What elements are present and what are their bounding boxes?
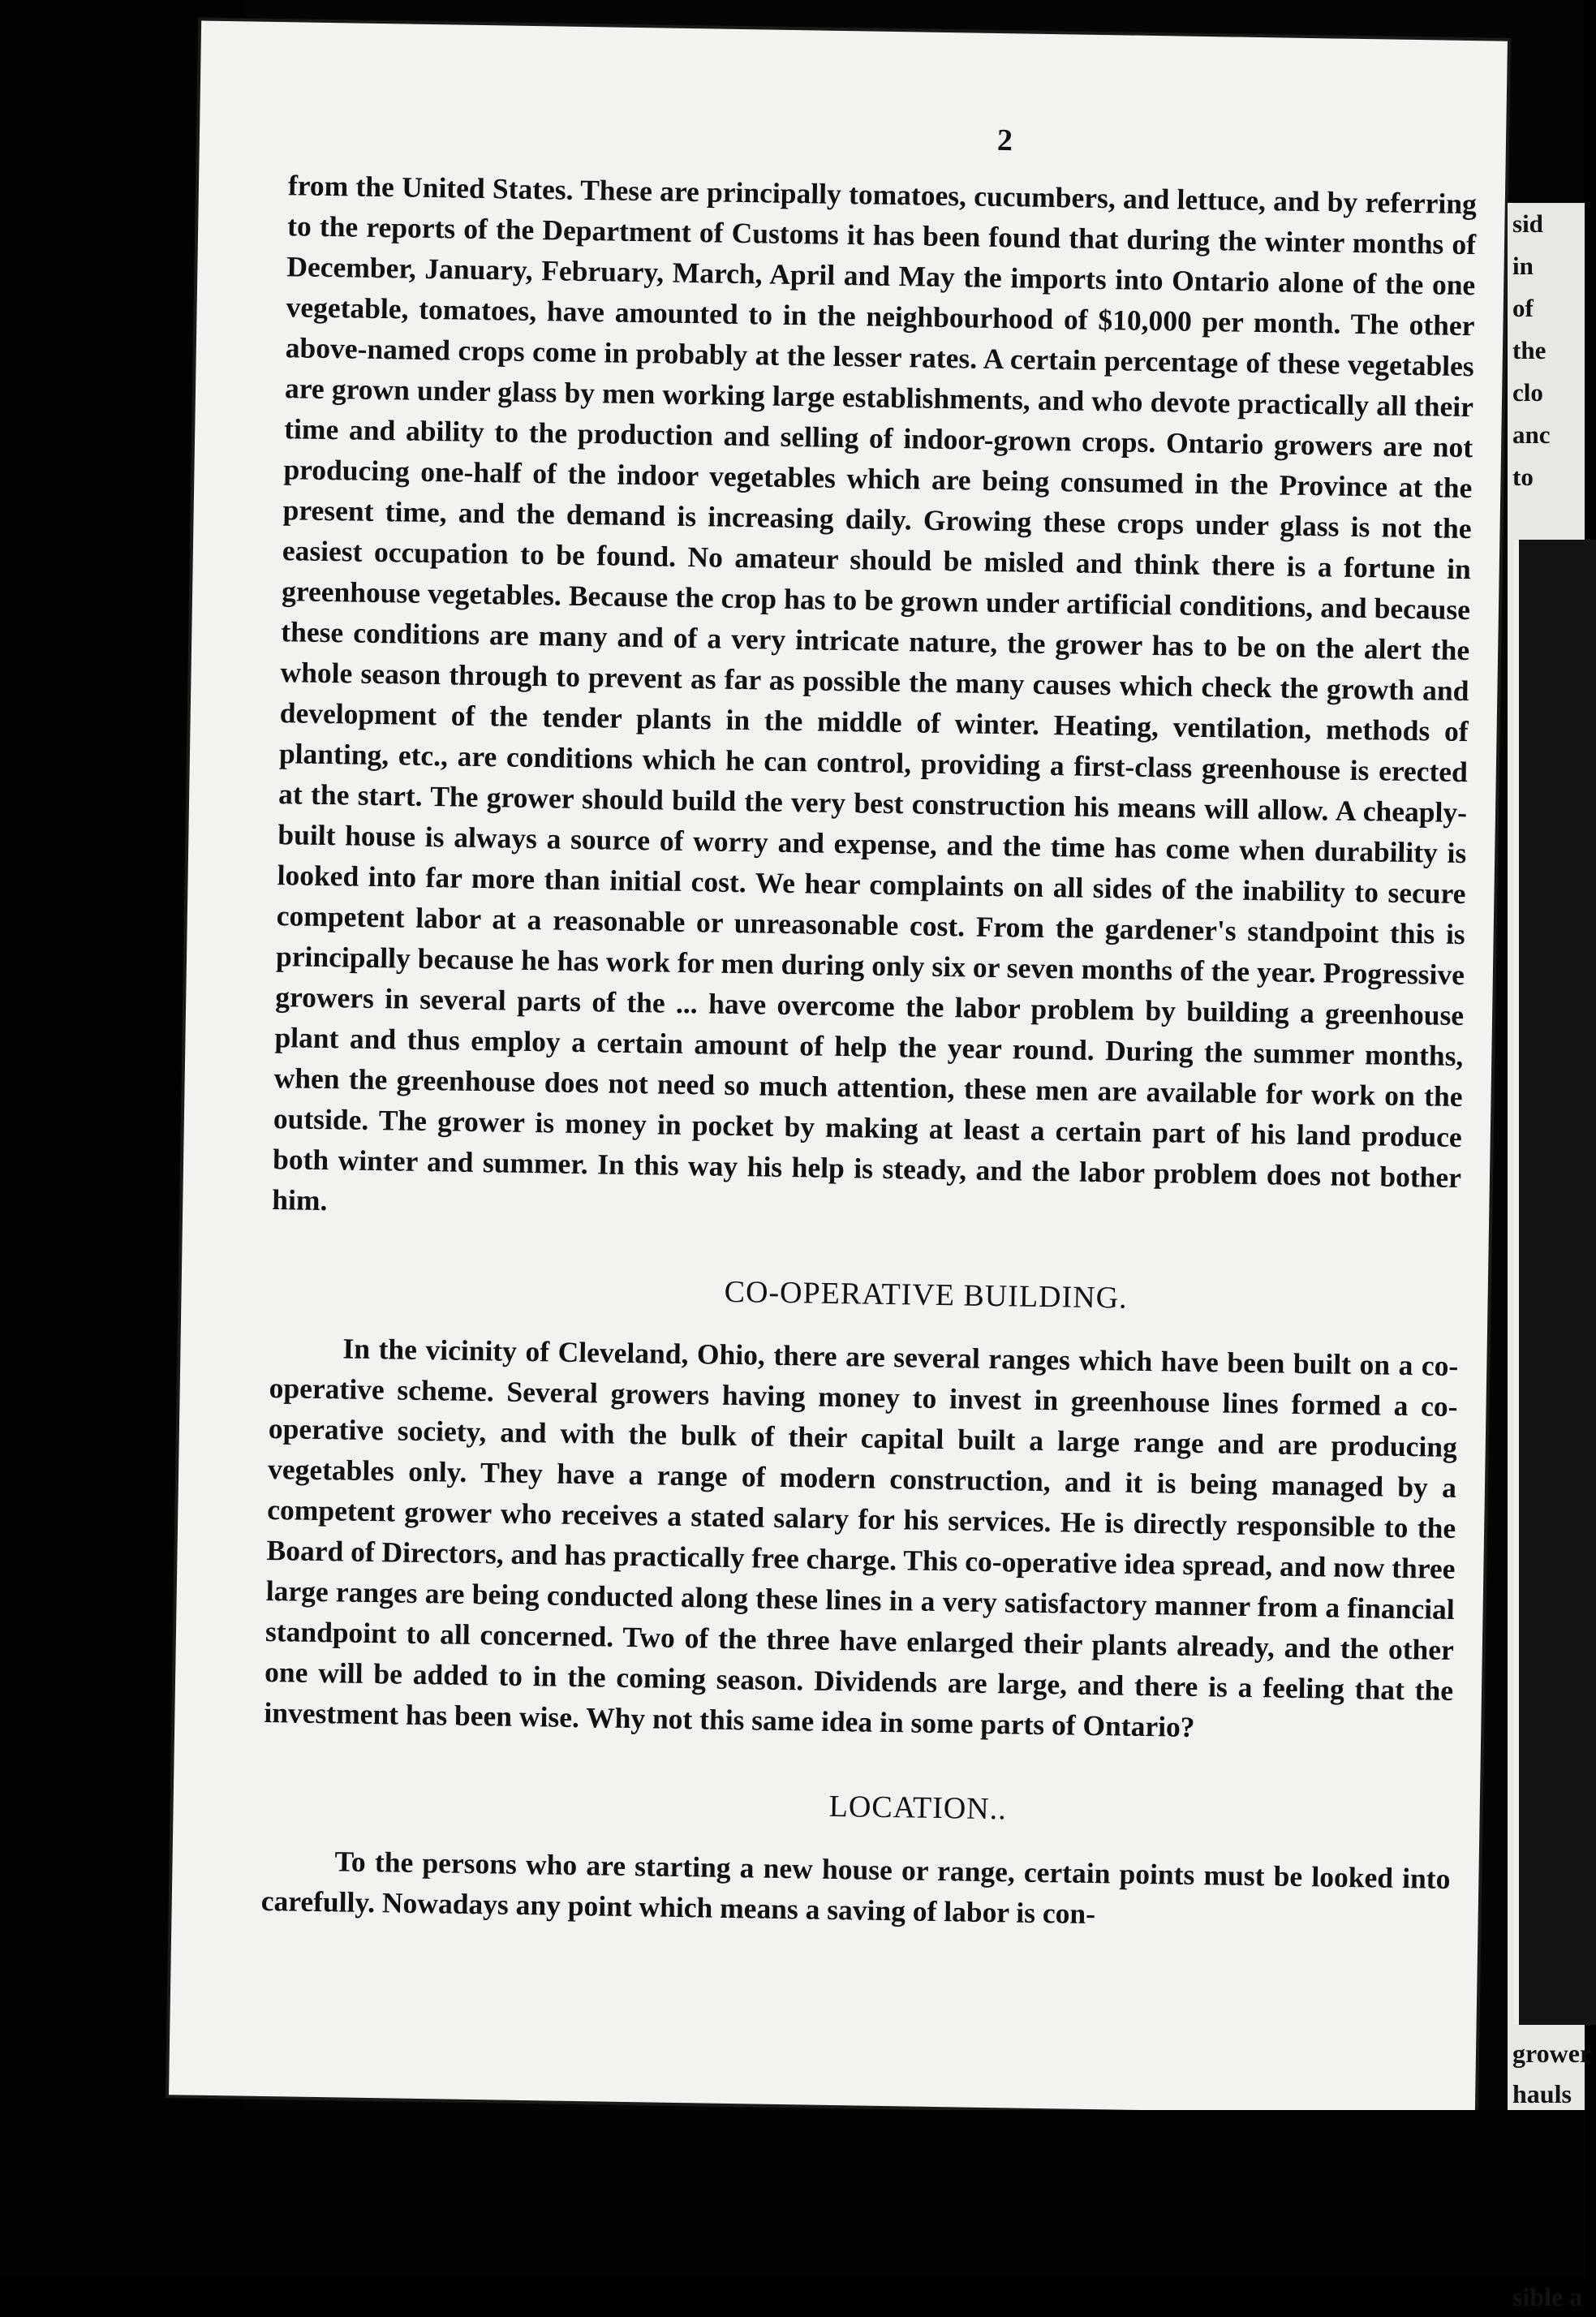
scan-bottom-edge <box>0 2110 1585 2278</box>
section-heading-location: LOCATION.. <box>828 1789 1007 1827</box>
adjacent-page-fragment <box>1508 203 1592 2311</box>
body-paragraph: from the United States. These are principally tomatoes, cucumbers, and lettuce, and by referring to the reports of the Department of Customs it has been found that during the winter months of December, January, February, March, April and May the imports into Ontario alone of the one vegetable, tomatoes, have amounted to in the neighbourhood of $10,000 per month. The other above-named crops come in probably at the lesser rates. A certain percentage of these vegetables are grown under glass by men working large establishments, and who devote practically all their time and ability to the production and selling of indoor-grown crops. Ontario growers are not producing one-half of the indoor vegetables which are being consumed in the Province at the present time, and the demand is increasing daily. Growing these crops under glass is not the easiest occupation to be found. No amateur should be misled and think there is a fortune in greenhouse vegetables. Because the crop has to be grown under artificial conditions, and because these conditions are many and of a very intricate nature, the grower has to be on the alert the whole season through to prevent as far as possible the many causes which check the growth and development of the tender plants in the middle of winter. Heating, ventilation, methods of planting, etc., are conditions which he can control, providing a first-class greenhouse is erected at the start. The grower should build the very best construction his means will allow. A cheaply-built house is always a source of worry and expense, and the time has come when durability is looked into far more than initial cost. We hear complaints on all sides of the inability to secure competent labor at a reasonable or unreasonable cost. From the gardener's standpoint this is principally because he has work for men during only six or seven months of the year. Progressive growers in several parts of the ... have overcome the labor problem by building a greenhouse plant and thus employ a certain amount of help the year round. During the summer months, when the greenhouse does not need so much attention, these men are available for work on the outside. The grower is money in pocket by making at least a certain part of his land produce both winter and summer. In this way his help is steady, and the labor problem does not bother him. <box>272 169 1478 1217</box>
book-page <box>169 21 1508 2116</box>
adjacent-fragment-line: the <box>1512 336 1547 364</box>
adjacent-fragment-line: grower <box>1512 2039 1592 2068</box>
adjacent-fragment-line: to <box>1512 463 1534 491</box>
adjacent-page-top-text <box>1508 203 1585 498</box>
adjacent-fragment-line: in <box>1512 252 1534 280</box>
adjacent-fragment-line: clo <box>1512 378 1543 407</box>
page-content <box>260 111 1478 1940</box>
adjacent-fragment-line: sible a <box>1512 2282 1583 2311</box>
section-paragraph-cooperative-building: In the vicinity of Cleveland, Ohio, there are several ranges which have been built on a co-operative scheme. Several growers having money to invest in greenhouse lines formed a co-operative society, and with the bulk of their capital built a large range and are producing vegetables only. They have a range of modern construction, and it is being managed by a competent grower who receives a stated salary for his services. He is directly responsible to the Board of Directors, and has practically free charge. This co-operative idea spread, and now three large ranges are being conducted along these lines in a very satisfactory manner from a financial standpoint to all concerned. Two of the three have enlarged their plants already, and the other one will be added to in the coming season. Dividends are large, and there is a feeling that the investment has been wise. Why not this same idea in some parts of Ontario? <box>264 1332 1459 1744</box>
adjacent-fragment-line: sid <box>1512 209 1543 238</box>
adjacent-fragment-line: hauls <box>1512 2079 1572 2108</box>
adjacent-fragment-line: of <box>1512 294 1534 322</box>
section-heading-cooperative-building: CO-OPERATIVE BUILDING. <box>724 1274 1128 1316</box>
page-number: 2 <box>996 123 1013 158</box>
adjacent-page-photo <box>1514 540 1596 2025</box>
section-paragraph-location: To the persons who are starting a new house or range, certain points must be looked into carefully. Nowadays any point which means a saving of labor is con- <box>260 1845 1451 1931</box>
adjacent-fragment-line: anc <box>1512 420 1551 449</box>
